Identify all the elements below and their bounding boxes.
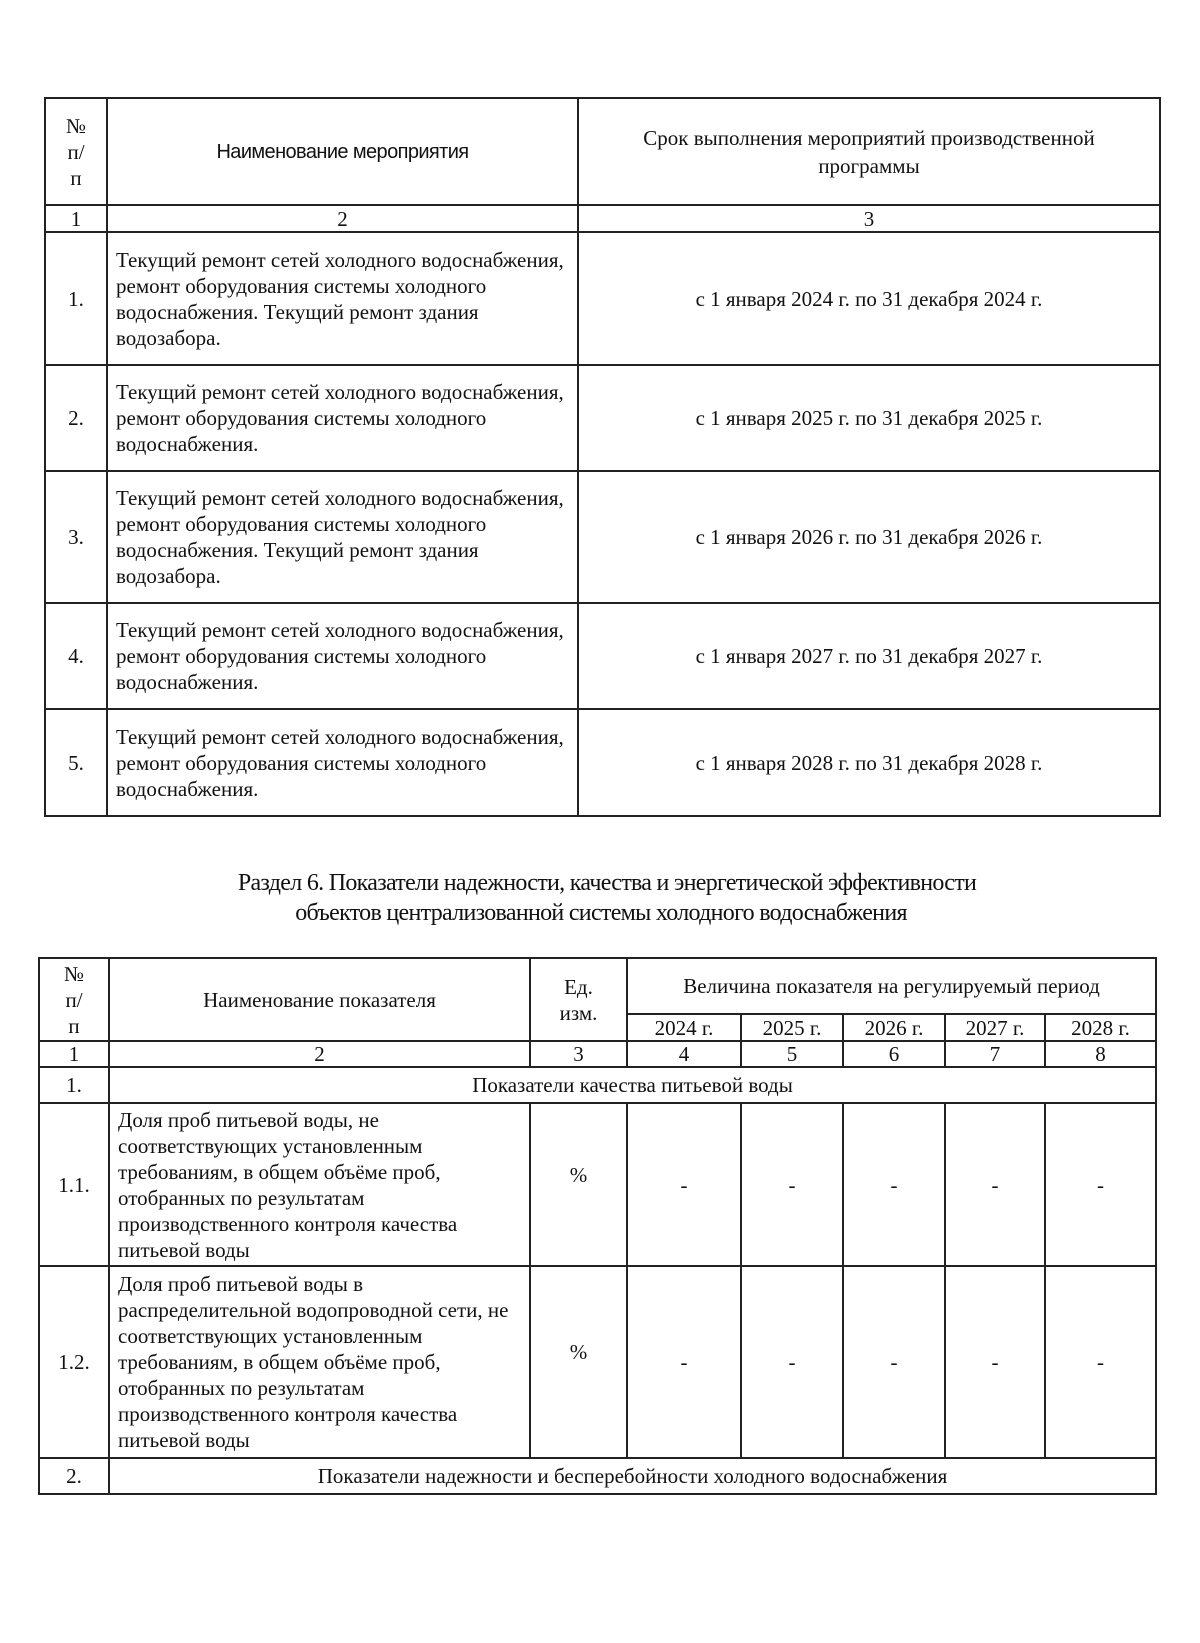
group-label: Показатели качества питьевой воды [109, 1067, 1156, 1103]
index-cell: 3 [578, 205, 1160, 232]
index-cell: 2 [107, 205, 578, 232]
table-header-row [39, 958, 1156, 1014]
row-unit: % [530, 1103, 627, 1266]
table-row [39, 1266, 1156, 1458]
row-unit: % [530, 1266, 627, 1458]
row-event-name: Текущий ремонт сетей холодного водоснабжения, ремонт оборудования системы холодного водоснабжения. [107, 709, 578, 816]
row-term: с 1 января 2024 г. по 31 декабря 2024 г. [578, 232, 1160, 365]
column-index-row [39, 1041, 1156, 1067]
group-label: Показатели надежности и бесперебойности холодного водоснабжения [109, 1458, 1156, 1494]
header-year: 2028 г. [1045, 1014, 1156, 1041]
table-row [39, 1103, 1156, 1266]
header-year: 2027 г. [945, 1014, 1045, 1041]
indicators-table [38, 957, 1157, 1495]
row-num: 1. [45, 232, 107, 365]
header-num: № п/п [39, 958, 109, 1041]
row-value: - [945, 1266, 1045, 1458]
table-row [45, 603, 1160, 709]
row-event-name: Текущий ремонт сетей холодного водоснабжения, ремонт оборудования системы холодного водоснабжения. Текущий ремонт здания водозабора. [107, 232, 578, 365]
table-header-row [45, 98, 1160, 205]
table-row [45, 365, 1160, 471]
section-title-line-1: Раздел 6. Показатели надежности, качества и энергетической эффективности [237, 870, 977, 896]
row-num: 1.1. [39, 1103, 109, 1266]
index-cell: 3 [530, 1041, 627, 1067]
header-indicator-name: Наименование показателя [109, 958, 530, 1041]
row-num: 3. [45, 471, 107, 603]
row-term: с 1 января 2028 г. по 31 декабря 2028 г. [578, 709, 1160, 816]
table-row [45, 709, 1160, 816]
row-value: - [627, 1103, 741, 1266]
header-period: Величина показателя на регулируемый период [627, 958, 1156, 1014]
header-term: Срок выполнения мероприятий производственной программы [578, 98, 1160, 205]
row-num: 2. [45, 365, 107, 471]
section-title-line-2: объектов централизованной системы холодного водоснабжения [295, 900, 907, 926]
header-year: 2025 г. [741, 1014, 843, 1041]
table-row [45, 232, 1160, 365]
index-cell: 1 [39, 1041, 109, 1067]
row-value: - [843, 1103, 945, 1266]
row-num: 4. [45, 603, 107, 709]
header-num: № п/п [45, 98, 107, 205]
row-indicator-name: Доля проб питьевой воды в распределительной водопроводной сети, не соответствующих установленным требованиям, в общем объёме проб, отобранных по результатам производственного контроля качества питьевой воды [109, 1266, 530, 1458]
row-value: - [741, 1103, 843, 1266]
group-num: 2. [39, 1458, 109, 1494]
row-num: 1.2. [39, 1266, 109, 1458]
row-event-name: Текущий ремонт сетей холодного водоснабжения, ремонт оборудования системы холодного водоснабжения. Текущий ремонт здания водозабора. [107, 471, 578, 603]
row-value: - [1045, 1266, 1156, 1458]
row-indicator-name: Доля проб питьевой воды, не соответствующих установленным требованиям, в общем объёме проб, отобранных по результатам производственного контроля качества питьевой воды [109, 1103, 530, 1266]
index-cell: 6 [843, 1041, 945, 1067]
column-index-row [45, 205, 1160, 232]
row-value: - [627, 1266, 741, 1458]
header-year: 2024 г. [627, 1014, 741, 1041]
table-row [45, 471, 1160, 603]
header-event-name: Наименование мероприятия [107, 98, 578, 205]
row-value: - [843, 1266, 945, 1458]
production-program-table [44, 97, 1161, 817]
group-row [39, 1067, 1156, 1103]
row-term: с 1 января 2025 г. по 31 декабря 2025 г. [578, 365, 1160, 471]
group-num: 1. [39, 1067, 109, 1103]
group-row [39, 1458, 1156, 1494]
header-year: 2026 г. [843, 1014, 945, 1041]
row-term: с 1 января 2026 г. по 31 декабря 2026 г. [578, 471, 1160, 603]
row-term: с 1 января 2027 г. по 31 декабря 2027 г. [578, 603, 1160, 709]
row-num: 5. [45, 709, 107, 816]
row-value: - [1045, 1103, 1156, 1266]
header-unit: Ед. изм. [530, 958, 627, 1041]
index-cell: 5 [741, 1041, 843, 1067]
row-value: - [741, 1266, 843, 1458]
row-event-name: Текущий ремонт сетей холодного водоснабжения, ремонт оборудования системы холодного водоснабжения. [107, 603, 578, 709]
index-cell: 4 [627, 1041, 741, 1067]
row-value: - [945, 1103, 1045, 1266]
index-cell: 8 [1045, 1041, 1156, 1067]
section-6-title [0, 868, 1200, 928]
index-cell: 1 [45, 205, 107, 232]
row-event-name: Текущий ремонт сетей холодного водоснабжения, ремонт оборудования системы холодного водоснабжения. [107, 365, 578, 471]
index-cell: 7 [945, 1041, 1045, 1067]
index-cell: 2 [109, 1041, 530, 1067]
